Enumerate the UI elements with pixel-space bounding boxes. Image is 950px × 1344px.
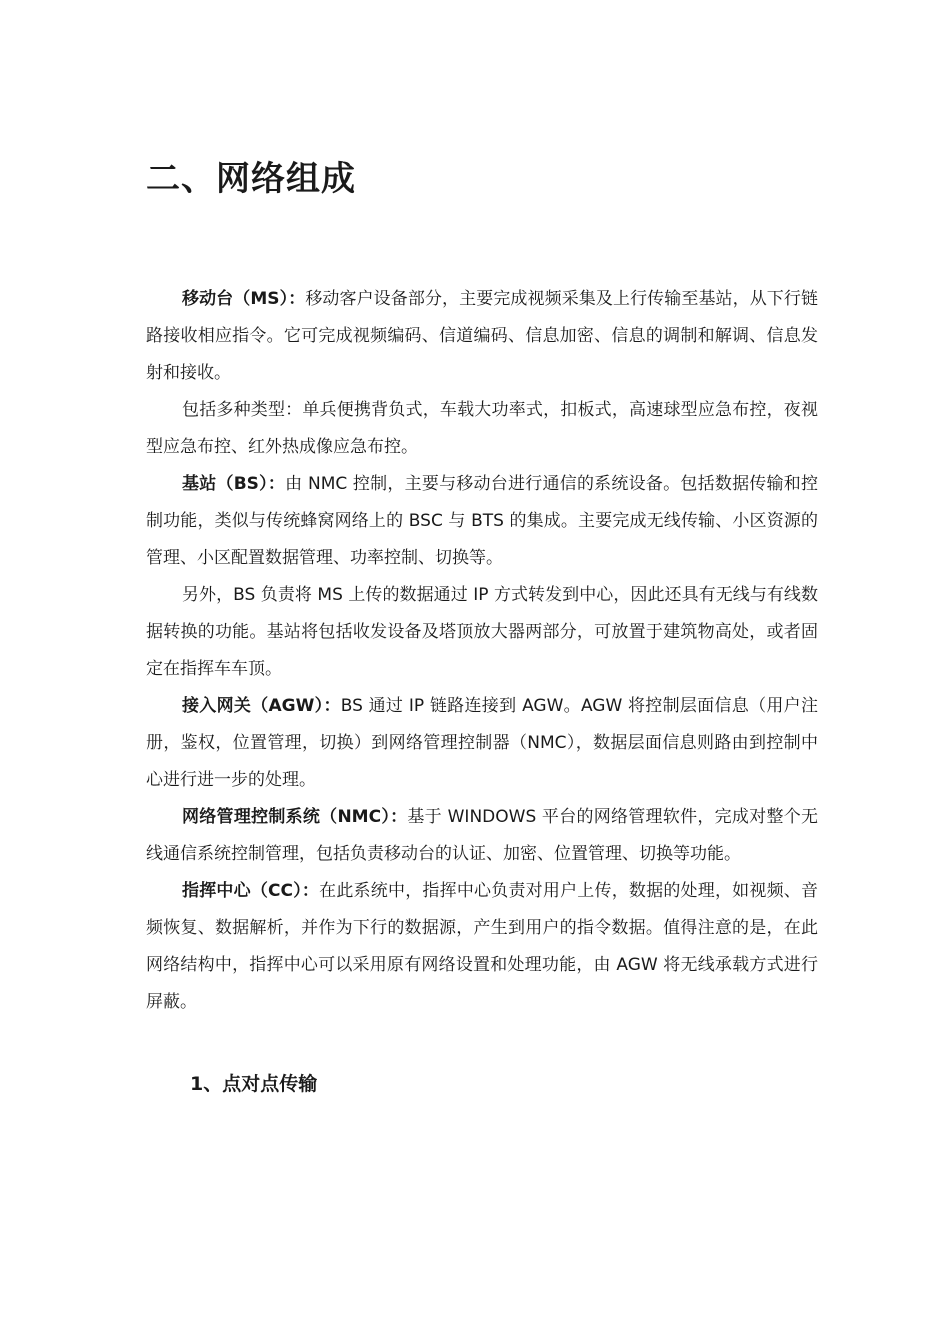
paragraph-cc-text: 在此系统中，指挥中心负责对用户上传，数据的处理，如视频、音频恢复、数据解析，并作为下行的数据源，产生到用户的指令数据。值得注意的是，在此网络结构中，指挥中心可以采用原有网络设置和处理功能，由 AGW 将无线承载方式进行屏蔽。: [146, 881, 819, 1012]
paragraph-nmc-text: 基于 WINDOWS 平台的网络管理软件，完成对整个无线通信系统控制管理，包括负责移动台的认证、加密、位置管理、切换等功能。: [146, 807, 819, 864]
paragraph-nmc: [146, 799, 818, 873]
paragraph-cc: [146, 873, 818, 1021]
term-nmc: 网络管理控制系统（NMC）：: [182, 807, 408, 827]
term-ms: 移动台（MS）：: [182, 289, 306, 309]
paragraph-ms-types: [146, 392, 818, 466]
term-agw: 接入网关（AGW）：: [182, 696, 341, 716]
section-title: 二、网络组成: [146, 159, 356, 199]
paragraph-ms-text: 移动客户设备部分，主要完成视频采集及上行传输至基站，从下行链路接收相应指令。它可完成视频编码、信道编码、信息加密、信息的调制和解调、信息发射和接收。: [146, 289, 818, 383]
paragraph-bs-extra-text: 另外，BS 负责将 MS 上传的数据通过 IP 方式转发到中心，因此还具有无线与有线数据转换的功能。基站将包括收发设备及塔顶放大器两部分，可放置于建筑物高处，或者固定在指挥车车顶。: [146, 585, 818, 679]
term-bs: 基站（BS）：: [182, 474, 286, 494]
paragraph-agw: [146, 688, 818, 799]
paragraph-bs-text: 由 NMC 控制，主要与移动台进行通信的系统设备。包括数据传输和控制功能，类似与传统蜂窝网络上的 BSC 与 BTS 的集成。主要完成无线传输、小区资源的管理、小区配置数据管理、功率控制、切换等。: [146, 474, 819, 568]
paragraph-bs: [146, 466, 818, 577]
term-cc: 指挥中心（CC）：: [182, 881, 320, 901]
subsection-heading: 1、点对点传输: [190, 1073, 318, 1095]
paragraph-agw-text: BS 通过 IP 链路连接到 AGW。AGW 将控制层面信息（用户注册，鉴权，位置管理，切换）到网络管理控制器（NMC），数据层面信息则路由到控制中心进行进一步的处理。: [146, 696, 818, 790]
paragraph-ms-types-text: 包括多种类型：单兵便携背负式，车载大功率式，扣板式，高速球型应急布控，夜视型应急布控、红外热成像应急布控。: [146, 400, 818, 457]
document-body: [146, 281, 818, 1021]
paragraph-ms: [146, 281, 818, 392]
paragraph-bs-extra: [146, 577, 818, 688]
